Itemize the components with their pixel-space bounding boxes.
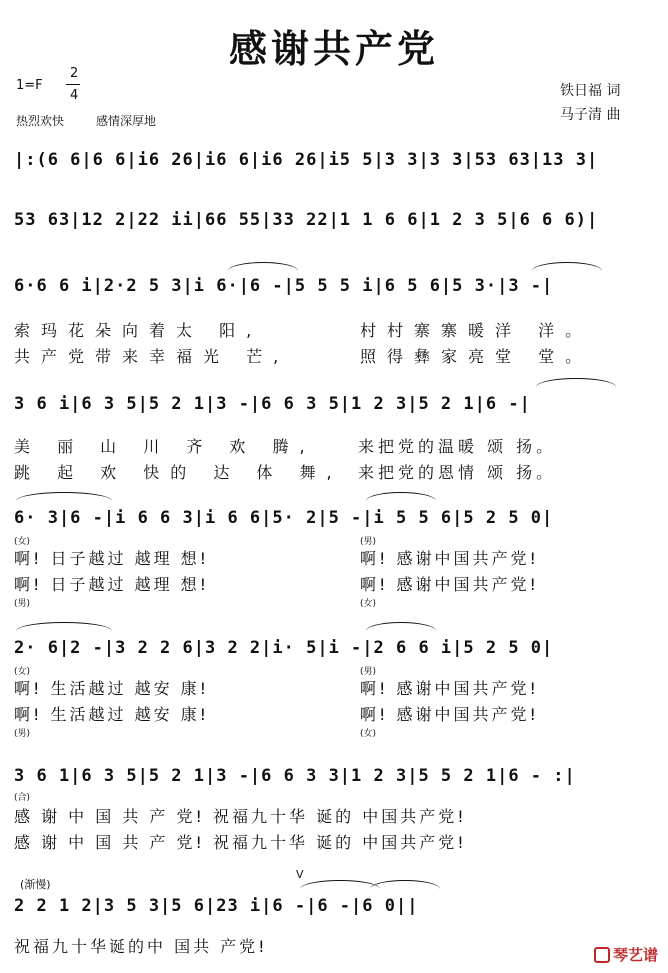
- voice-tag-female: (女): [14, 667, 31, 677]
- page-title: 感谢共产党: [228, 26, 439, 71]
- lyric-line: 共产党带来幸福光 芒,: [14, 347, 290, 366]
- expression-marking: 感情深厚地: [96, 114, 157, 128]
- voice-tag-male: (男): [14, 729, 31, 739]
- voice-tag-male: (男): [360, 667, 377, 677]
- slur-mark: [228, 262, 298, 271]
- lyric-line: 啊! 日子越过 越理 想!: [14, 575, 210, 594]
- lyric-line: 啊! 生活越过 越安 康!: [14, 679, 210, 698]
- voice-tag-female: (女): [360, 599, 377, 609]
- notation-system-6: 2· 6|2 -|3 2 2 6|3 2 2|i· 5|i -|2 6 6 i|5 2 5 0|: [14, 638, 554, 658]
- notation-system-2: 53 63|12 2|22 ii|66 55|33 22|1 1 6 6|1 2 3 5|6 6 6)|: [14, 210, 599, 230]
- lyric-line: 来把党的恩情 颂 扬。: [358, 463, 557, 482]
- notation-system-8: 2 2 1 2|3 5 3|5 6|23 i|6 -|6 -|6 0||: [14, 896, 419, 916]
- slur-mark: [366, 492, 436, 501]
- lyric-line: 啊! 感谢中国共产党!: [360, 679, 539, 698]
- slur-mark: [370, 880, 440, 889]
- slur-mark: [16, 492, 112, 501]
- lyric-line: 啊! 日子越过 越理 想!: [14, 549, 210, 568]
- slur-mark: [536, 378, 616, 387]
- lyric-line: 啊! 感谢中国共产党!: [360, 549, 539, 568]
- lyric-line: 啊! 感谢中国共产党!: [360, 575, 539, 594]
- voice-tag-chorus: (合): [14, 793, 31, 803]
- key-signature: 1=F: [16, 78, 43, 93]
- slur-mark: [532, 262, 602, 271]
- voice-tag-male: (男): [14, 599, 31, 609]
- voice-tag-female: (女): [14, 537, 31, 547]
- time-signature-line: [66, 84, 80, 85]
- watermark-logo: 琴艺谱: [594, 944, 658, 965]
- notation-system-4: 3 6 i|6 3 5|5 2 1|3 -|6 6 3 5|1 2 3|5 2 1|6 -|: [14, 394, 531, 414]
- lyric-line: 感 谢 中 国 共 产 党! 祝福九十华 诞的 中国共产党!: [14, 807, 467, 826]
- composer-credit: 马子清 曲: [560, 107, 621, 123]
- notation-system-3: 6·6 6 i|2·2 5 3|i 6·|6 -|5 5 5 i|6 5 6|5 3·|3 -|: [14, 276, 554, 296]
- time-signature-top: 2: [70, 66, 79, 81]
- slur-mark: [300, 880, 380, 889]
- lyric-line: 啊! 生活越过 越安 康!: [14, 705, 210, 724]
- breath-mark: V: [296, 868, 304, 881]
- notation-system-7: 3 6 1|6 3 5|5 2 1|3 -|6 6 3 3|1 2 3|5 5 2 1|6 - :|: [14, 766, 576, 786]
- lyric-line: 索玛花朵向着太 阳,: [14, 321, 263, 340]
- lyric-line: 照得彝家亮堂 堂。: [360, 347, 593, 366]
- lyric-line: 感 谢 中 国 共 产 党! 祝福九十华 诞的 中国共产党!: [14, 833, 467, 852]
- notation-system-5: 6· 3|6 -|i 6 6 3|i 6 6|5· 2|5 -|i 5 5 6|5 2 5 0|: [14, 508, 554, 528]
- ritardando-marking: (渐慢): [20, 878, 51, 891]
- lyric-line: 跳 起 欢 快的 达 体 舞,: [14, 463, 343, 482]
- notation-system-1: |:(6 6|6 6|i6 26|i6 6|i6 26|i5 5|3 3|3 3|53 63|13 3|: [14, 150, 599, 170]
- logo-icon: [594, 947, 610, 963]
- lyric-line: 美 丽 山 川 齐 欢 腾,: [14, 437, 316, 456]
- voice-tag-female: (女): [360, 729, 377, 739]
- lyric-line: 啊! 感谢中国共产党!: [360, 705, 539, 724]
- lyric-line: 村村寨寨暖洋 洋。: [360, 321, 593, 340]
- lyricist-credit: 铁日福 词: [560, 83, 621, 99]
- tempo-marking: 热烈欢快: [16, 114, 65, 128]
- time-signature-bottom: 4: [70, 88, 79, 103]
- lyric-line: 祝福九十华诞的中 国共 产党!: [14, 937, 268, 956]
- voice-tag-male: (男): [360, 537, 377, 547]
- slur-mark: [366, 622, 436, 631]
- lyric-line: 来把党的温暖 颂 扬。: [358, 437, 557, 456]
- slur-mark: [16, 622, 112, 631]
